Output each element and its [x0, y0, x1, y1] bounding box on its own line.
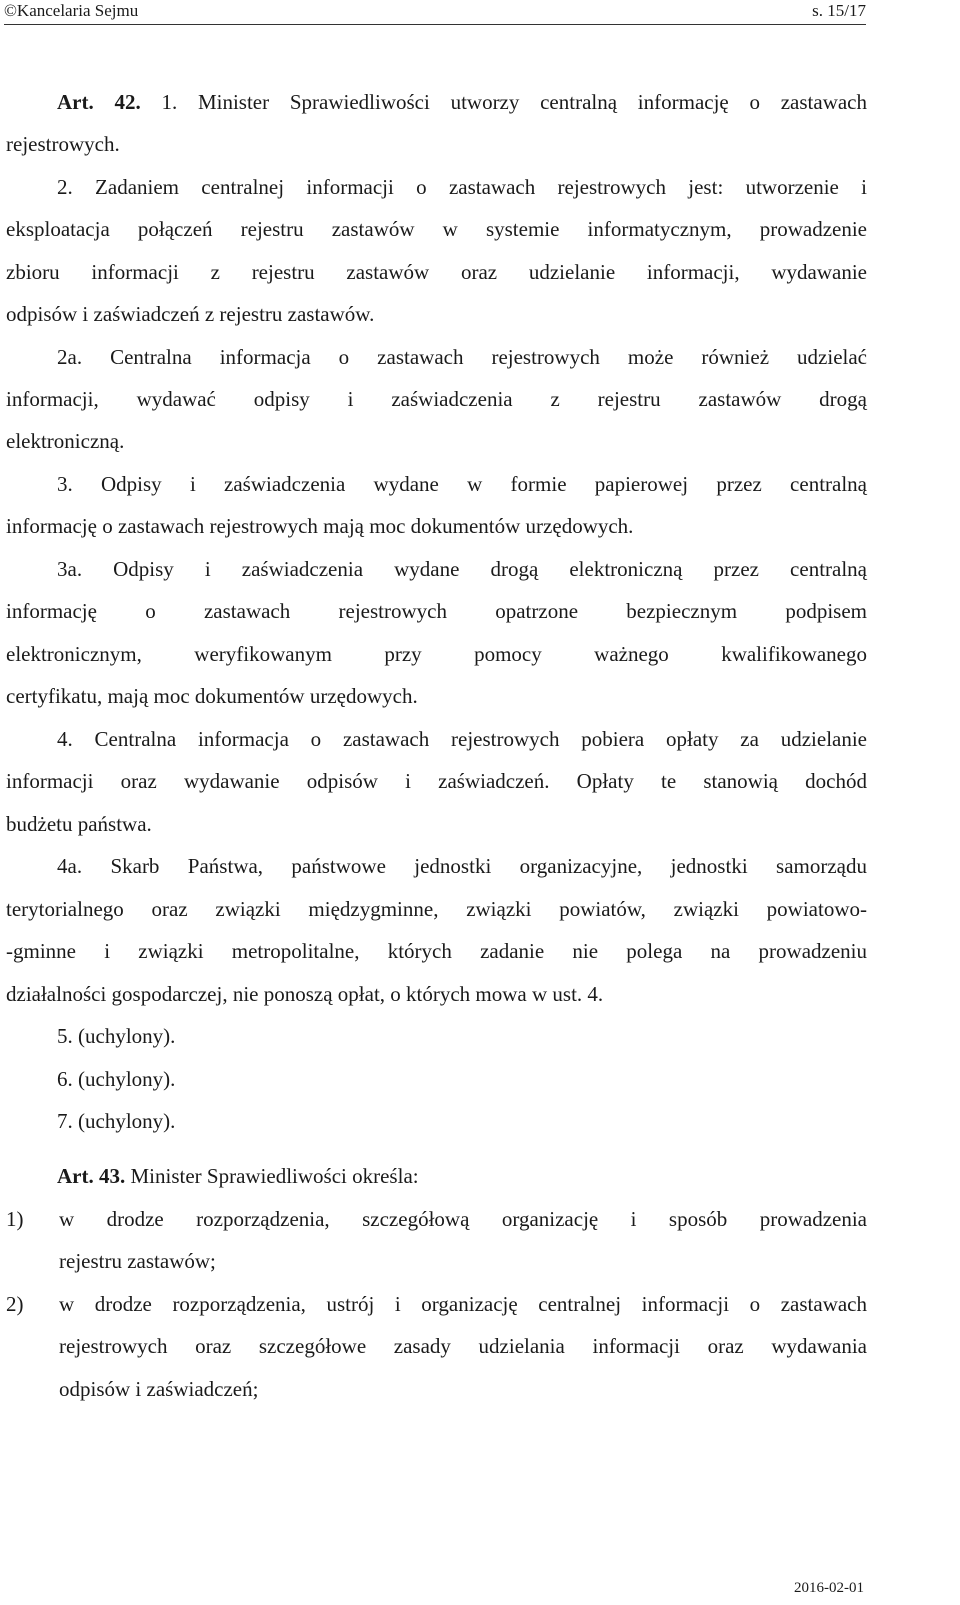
art42-para2-line2: eksploatacja połączeń rejestru zastawów w systemie informatycznym, prowadzenie: [6, 217, 867, 241]
art43-label: Art. 43.: [57, 1164, 126, 1188]
art42-para2a-line1: 2a. Centralna informacja o zastawach rejestrowych może również udzielać: [57, 345, 867, 369]
art43-item1-line2: rejestru zastawów;: [59, 1249, 216, 1273]
page-header: [4, 0, 866, 25]
art42-label: Art. 42.: [57, 90, 141, 114]
art42-para3-line2: informację o zastawach rejestrowych mają moc dokumentów urzędowych.: [6, 514, 634, 538]
art43-item2-line2: rejestrowych oraz szczegółowe zasady udzielania informacji oraz wydawania: [59, 1334, 867, 1358]
art42-para6: 6. (uchylony).: [57, 1067, 176, 1091]
art42-para4-line1: 4. Centralna informacja o zastawach rejestrowych pobiera opłaty za udzielanie: [57, 727, 867, 751]
art42-para2-line4: odpisów i zaświadczeń z rejestru zastawów.: [6, 302, 375, 326]
art42-para4a-line1: 4a. Skarb Państwa, państwowe jednostki organizacyjne, jednostki samorządu: [57, 854, 867, 878]
art42-para5: 5. (uchylony).: [57, 1024, 176, 1048]
art43-intro: Art. 43. Minister Sprawiedliwości określa:: [57, 1164, 419, 1188]
art42-para4-line3: budżetu państwa.: [6, 812, 152, 836]
art42-para3-line1: 3. Odpisy i zaświadczenia wydane w formie papierowej przez centralną: [57, 472, 867, 496]
footer-date: 2016-02-01: [794, 1580, 864, 1596]
art42-para3a-line4: certyfikatu, mają moc dokumentów urzędowych.: [6, 684, 418, 708]
art42-para2a-line3: elektroniczną.: [6, 429, 125, 453]
art43-item2-line1: w drodze rozporządzenia, ustrój i organizację centralnej informacji o zastawach: [59, 1292, 867, 1316]
art42-para4-line2: informacji oraz wydawanie odpisów i zaświadczeń. Opłaty te stanowią dochód: [6, 769, 867, 793]
art42-para4a-line4: działalności gospodarczej, nie ponoszą opłat, o których mowa w ust. 4.: [6, 982, 604, 1006]
art42-para3a-line3: elektronicznym, weryfikowanym przy pomocy ważnego kwalifikowanego: [6, 642, 867, 666]
art43-item2-number: 2): [6, 1292, 24, 1316]
art42-para3a-line2: informację o zastawach rejestrowych opatrzone bezpiecznym podpisem: [6, 599, 867, 623]
art43-item1-number: 1): [6, 1207, 24, 1231]
header-page-number: s. 15/17: [812, 1, 866, 20]
art43-item2-line3: odpisów i zaświadczeń;: [59, 1377, 259, 1401]
header-source: ©Kancelaria Sejmu: [4, 1, 139, 20]
art42-para7: 7. (uchylony).: [57, 1109, 176, 1133]
art42-para1-line1: Art. 42. 1. Minister Sprawiedliwości utworzy centralną informację o zastawach: [57, 90, 867, 114]
art42-para3a-line1: 3a. Odpisy i zaświadczenia wydane drogą elektroniczną przez centralną: [57, 557, 867, 581]
art42-para1-line2: rejestrowych.: [6, 132, 120, 156]
art42-para2-line1: 2. Zadaniem centralnej informacji o zastawach rejestrowych jest: utworzenie i: [57, 175, 867, 199]
art42-para2-line3: zbioru informacji z rejestru zastawów oraz udzielanie informacji, wydawanie: [6, 260, 867, 284]
art43-item1-line1: w drodze rozporządzenia, szczegółową organizację i sposób prowadzenia: [59, 1207, 867, 1231]
art42-para4a-line2: terytorialnego oraz związki międzygminne, związki powiatów, związki powiatowo-: [6, 897, 867, 921]
art42-para2a-line2: informacji, wydawać odpisy i zaświadczenia z rejestru zastawów drogą: [6, 387, 867, 411]
art42-para4a-line3: -gminne i związki metropolitalne, których zadanie nie polega na prowadzeniu: [6, 939, 867, 963]
